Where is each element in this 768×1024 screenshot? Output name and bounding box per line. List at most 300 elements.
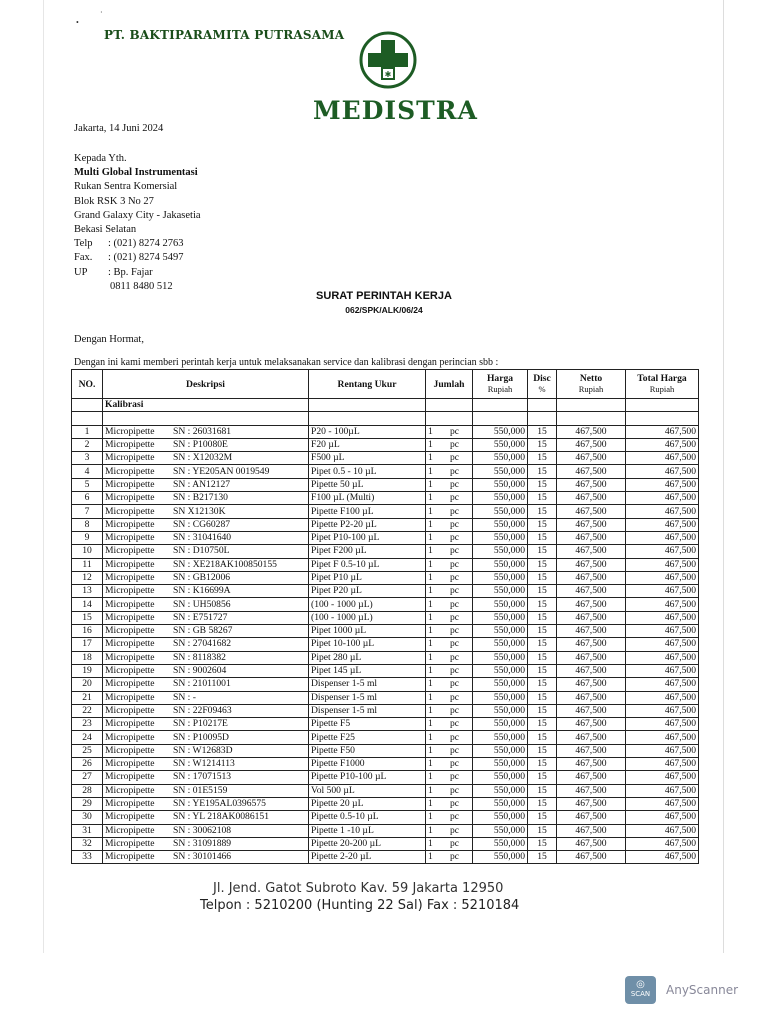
fax-value: : (021) 8274 5497: [108, 252, 184, 264]
row-item: Micropipette: [105, 425, 155, 437]
row-qty-value: 1: [428, 851, 433, 863]
medistra-cross-logo-icon: [359, 31, 417, 89]
row-description: [103, 465, 309, 478]
contact-phone: 0811 8480 512: [110, 280, 173, 292]
row-description: [103, 678, 309, 691]
row-serial: SN : X12032M: [173, 452, 233, 464]
row-qty-value: 1: [428, 824, 433, 836]
row-range: Pipette 1 -10 µL: [309, 824, 426, 837]
row-unit: pc: [450, 851, 460, 863]
row-serial: SN : D10750L: [173, 545, 230, 557]
row-disc: 15: [528, 797, 557, 810]
row-range: F100 µL (Multi): [309, 492, 426, 505]
row-netto: 467,500: [557, 664, 626, 677]
table-row: [72, 425, 699, 438]
row-total: 467,500: [626, 638, 699, 651]
table-row: [72, 704, 699, 717]
recipient-block: [74, 152, 201, 294]
row-range: Pipette F50: [309, 744, 426, 757]
row-item: Micropipette: [105, 518, 155, 530]
row-qty-value: 1: [428, 784, 433, 796]
footer-address: Jl. Jend. Gatot Subroto Kav. 59 Jakarta 12950: [210, 881, 506, 896]
row-item: Micropipette: [105, 851, 155, 863]
row-description: [103, 638, 309, 651]
address-line: Grand Galaxy City - Jakasetia: [74, 209, 201, 221]
table-row: [72, 797, 699, 810]
row-serial: SN : B217130: [173, 492, 228, 504]
row-unit: pc: [450, 771, 460, 783]
row-disc: 15: [528, 678, 557, 691]
row-description: [103, 771, 309, 784]
section-row: [72, 399, 699, 412]
row-netto: 467,500: [557, 625, 626, 638]
row-range: (100 - 1000 µL): [309, 598, 426, 611]
table-row: [72, 651, 699, 664]
row-serial: SN : YE205AN 0019549: [173, 465, 270, 477]
row-description: [103, 611, 309, 624]
telp-value: : (021) 8274 2763: [108, 238, 184, 250]
row-qty: [426, 505, 473, 518]
row-qty: [426, 518, 473, 531]
row-unit: pc: [450, 518, 460, 530]
row-range: Vol 500 µL: [309, 784, 426, 797]
row-no: 7: [72, 505, 103, 518]
row-range: Pipette 50 µL: [309, 478, 426, 491]
row-unit: pc: [450, 651, 460, 663]
header-qty: Jumlah: [426, 370, 473, 399]
row-no: 20: [72, 678, 103, 691]
row-netto: 467,500: [557, 797, 626, 810]
row-range: Pipette 20-200 µL: [309, 837, 426, 850]
row-qty-value: 1: [428, 744, 433, 756]
row-item: Micropipette: [105, 665, 155, 677]
row-serial: SN : YE195AL0396575: [173, 798, 266, 810]
row-total: 467,500: [626, 611, 699, 624]
row-netto: 467,500: [557, 837, 626, 850]
row-range: Pipette P10-100 µL: [309, 771, 426, 784]
row-qty-value: 1: [428, 545, 433, 557]
row-total: 467,500: [626, 518, 699, 531]
row-price: 550,000: [473, 664, 528, 677]
row-no: 33: [72, 851, 103, 864]
row-unit: pc: [450, 691, 460, 703]
row-unit: pc: [450, 638, 460, 650]
row-qty: [426, 558, 473, 571]
row-serial: SN : 8118382: [173, 651, 226, 663]
row-qty: [426, 545, 473, 558]
row-netto: 467,500: [557, 478, 626, 491]
row-item: Micropipette: [105, 452, 155, 464]
row-price: 550,000: [473, 492, 528, 505]
row-qty-value: 1: [428, 678, 433, 690]
row-unit: pc: [450, 611, 460, 623]
row-serial: SN : AN12127: [173, 478, 231, 490]
header-disc-label: Disc: [533, 373, 551, 384]
scan-speck: •: [76, 18, 79, 27]
row-netto: 467,500: [557, 811, 626, 824]
row-item: Micropipette: [105, 798, 155, 810]
row-range: Dispenser 1-5 ml: [309, 678, 426, 691]
row-disc: 15: [528, 438, 557, 451]
table-row: [72, 758, 699, 771]
row-description: [103, 452, 309, 465]
header-no: NO.: [72, 370, 103, 399]
table-row: [72, 492, 699, 505]
row-description: [103, 691, 309, 704]
row-total: 467,500: [626, 731, 699, 744]
row-item: Micropipette: [105, 505, 155, 517]
row-range: Pipette P2-20 µL: [309, 518, 426, 531]
row-item: Micropipette: [105, 824, 155, 836]
row-netto: 467,500: [557, 731, 626, 744]
table-row: [72, 611, 699, 624]
row-disc: 15: [528, 758, 557, 771]
row-qty: [426, 598, 473, 611]
row-total: 467,500: [626, 744, 699, 757]
row-price: 550,000: [473, 425, 528, 438]
row-description: [103, 704, 309, 717]
row-serial: SN : XE218AK100850155: [173, 558, 277, 570]
row-qty-value: 1: [428, 452, 433, 464]
row-item: Micropipette: [105, 704, 155, 716]
row-range: Pipet F 0.5-10 µL: [309, 558, 426, 571]
row-description: [103, 585, 309, 598]
row-total: 467,500: [626, 571, 699, 584]
row-disc: 15: [528, 452, 557, 465]
table-row: [72, 731, 699, 744]
row-no: 31: [72, 824, 103, 837]
row-disc: 15: [528, 824, 557, 837]
row-serial: SN : 31041640: [173, 532, 232, 544]
row-range: Pipette 20 µL: [309, 797, 426, 810]
row-no: 29: [72, 797, 103, 810]
table-row: [72, 545, 699, 558]
row-unit: pc: [450, 598, 460, 610]
row-disc: 15: [528, 585, 557, 598]
row-serial: SN : 31091889: [173, 837, 232, 849]
row-qty-value: 1: [428, 718, 433, 730]
row-qty: [426, 425, 473, 438]
row-no: 28: [72, 784, 103, 797]
row-qty-value: 1: [428, 532, 433, 544]
table-row: [72, 558, 699, 571]
row-qty: [426, 492, 473, 505]
work-order-table: [71, 369, 699, 864]
row-qty: [426, 678, 473, 691]
row-total: 467,500: [626, 425, 699, 438]
row-serial: SN : W1214113: [173, 758, 235, 770]
header-netto-sub: Rupiah: [578, 384, 604, 394]
row-no: 27: [72, 771, 103, 784]
row-unit: pc: [450, 465, 460, 477]
row-range: Pipet 145 µL: [309, 664, 426, 677]
up-value: : Bp. Fajar: [108, 266, 153, 278]
row-qty-value: 1: [428, 704, 433, 716]
document-reference: 062/SPK/ALK/06/24: [345, 305, 423, 315]
row-item: Micropipette: [105, 678, 155, 690]
row-price: 550,000: [473, 704, 528, 717]
letter-date: Jakarta, 14 Juni 2024: [74, 123, 164, 134]
row-qty: [426, 571, 473, 584]
row-unit: pc: [450, 585, 460, 597]
row-total: 467,500: [626, 811, 699, 824]
row-qty-value: 1: [428, 492, 433, 504]
row-total: 467,500: [626, 438, 699, 451]
row-serial: SN : P10217E: [173, 718, 228, 730]
row-item: Micropipette: [105, 638, 155, 650]
row-qty-value: 1: [428, 771, 433, 783]
row-price: 550,000: [473, 851, 528, 864]
row-total: 467,500: [626, 797, 699, 810]
table-row: [72, 771, 699, 784]
row-serial: SN : P10095D: [173, 731, 229, 743]
row-description: [103, 558, 309, 571]
row-netto: 467,500: [557, 545, 626, 558]
row-no: 30: [72, 811, 103, 824]
row-description: [103, 425, 309, 438]
row-no: 13: [72, 585, 103, 598]
row-item: Micropipette: [105, 718, 155, 730]
row-serial: SN : UH50856: [173, 598, 231, 610]
header-price-label: Harga: [486, 373, 514, 384]
row-total: 467,500: [626, 784, 699, 797]
header-netto-label: Netto: [579, 373, 603, 384]
row-qty-value: 1: [428, 585, 433, 597]
row-price: 550,000: [473, 545, 528, 558]
row-netto: 467,500: [557, 771, 626, 784]
row-item: Micropipette: [105, 731, 155, 743]
row-price: 550,000: [473, 478, 528, 491]
footer-phone: Telpon : 5210200 (Hunting 22 Sal) Fax : 5210184: [200, 898, 520, 913]
row-qty-value: 1: [428, 665, 433, 677]
row-serial: SN : 17071513: [173, 771, 232, 783]
row-price: 550,000: [473, 611, 528, 624]
row-range: Pipette F1000: [309, 758, 426, 771]
row-description: [103, 651, 309, 664]
row-description: [103, 478, 309, 491]
row-netto: 467,500: [557, 651, 626, 664]
row-netto: 467,500: [557, 505, 626, 518]
row-range: Pipet P10 µL: [309, 571, 426, 584]
row-description: [103, 824, 309, 837]
row-qty-value: 1: [428, 758, 433, 770]
row-qty: [426, 797, 473, 810]
row-price: 550,000: [473, 771, 528, 784]
telp-label: Telp: [74, 238, 93, 250]
row-qty-value: 1: [428, 598, 433, 610]
row-price: 550,000: [473, 731, 528, 744]
row-price: 550,000: [473, 571, 528, 584]
row-serial: SN : K16699A: [173, 585, 231, 597]
row-price: 550,000: [473, 744, 528, 757]
row-item: Micropipette: [105, 784, 155, 796]
row-range: Pipet F200 µL: [309, 545, 426, 558]
row-range: Pipet P20 µL: [309, 585, 426, 598]
row-qty-value: 1: [428, 572, 433, 583]
scanner-app-name: AnyScanner: [666, 983, 739, 997]
row-netto: 467,500: [557, 611, 626, 624]
row-no: 21: [72, 691, 103, 704]
svg-text:✱: ✱: [384, 70, 392, 79]
row-qty: [426, 704, 473, 717]
row-unit: pc: [450, 784, 460, 796]
row-qty: [426, 718, 473, 731]
row-no: 23: [72, 718, 103, 731]
row-netto: 467,500: [557, 558, 626, 571]
row-item: Micropipette: [105, 545, 155, 557]
row-netto: 467,500: [557, 585, 626, 598]
row-price: 550,000: [473, 837, 528, 850]
row-range: Pipet 10-100 µL: [309, 638, 426, 651]
header-disc-sub: %: [538, 384, 546, 394]
row-price: 550,000: [473, 691, 528, 704]
row-no: 25: [72, 744, 103, 757]
header-price-sub: Rupiah: [487, 384, 513, 394]
table-header-row: [72, 370, 699, 399]
address-line: Blok RSK 3 No 27: [74, 195, 154, 207]
table-row: [72, 438, 699, 451]
row-no: 12: [72, 571, 103, 584]
row-no: 2: [72, 438, 103, 451]
row-description: [103, 664, 309, 677]
row-serial: SN : 30062108: [173, 824, 232, 836]
row-disc: 15: [528, 425, 557, 438]
company-name: PT. BAKTIPARAMITA PUTRASAMA: [104, 28, 345, 42]
row-total: 467,500: [626, 651, 699, 664]
row-unit: pc: [450, 505, 460, 517]
row-qty: [426, 465, 473, 478]
table-row: [72, 784, 699, 797]
row-netto: 467,500: [557, 465, 626, 478]
table-row: [72, 465, 699, 478]
row-disc: 15: [528, 744, 557, 757]
row-description: [103, 851, 309, 864]
row-serial: SN : CG60287: [173, 518, 231, 530]
row-no: 17: [72, 638, 103, 651]
row-range: Pipette F25: [309, 731, 426, 744]
row-qty-value: 1: [428, 439, 433, 451]
row-serial: SN X12130K: [173, 505, 226, 517]
row-price: 550,000: [473, 465, 528, 478]
camera-icon: ◎: [636, 979, 645, 990]
row-item: Micropipette: [105, 744, 155, 756]
row-price: 550,000: [473, 651, 528, 664]
row-total: 467,500: [626, 585, 699, 598]
table-row: [72, 505, 699, 518]
row-unit: pc: [450, 837, 460, 849]
row-qty: [426, 478, 473, 491]
row-qty: [426, 664, 473, 677]
row-total: 467,500: [626, 531, 699, 544]
row-item: Micropipette: [105, 771, 155, 783]
row-disc: 15: [528, 691, 557, 704]
table-row: [72, 585, 699, 598]
row-qty: [426, 638, 473, 651]
row-disc: 15: [528, 611, 557, 624]
table-row: [72, 452, 699, 465]
row-total: 467,500: [626, 824, 699, 837]
table-row: [72, 638, 699, 651]
header-range: Rentang Ukur: [309, 370, 426, 399]
fax-line: [74, 251, 201, 265]
row-disc: 15: [528, 704, 557, 717]
row-serial: SN : 26031681: [173, 425, 232, 437]
row-netto: 467,500: [557, 744, 626, 757]
row-item: Micropipette: [105, 811, 155, 823]
row-price: 550,000: [473, 505, 528, 518]
row-qty: [426, 452, 473, 465]
row-no: 11: [72, 558, 103, 571]
row-total: 467,500: [626, 664, 699, 677]
row-item: Micropipette: [105, 492, 155, 504]
row-price: 550,000: [473, 758, 528, 771]
fax-label: Fax.: [74, 252, 93, 264]
row-price: 550,000: [473, 638, 528, 651]
row-item: Micropipette: [105, 465, 155, 477]
row-total: 467,500: [626, 598, 699, 611]
row-no: 3: [72, 452, 103, 465]
greeting: Dengan Hormat,: [74, 334, 144, 345]
row-total: 467,500: [626, 625, 699, 638]
row-range: Dispenser 1-5 ml: [309, 691, 426, 704]
row-qty-value: 1: [428, 611, 433, 623]
row-netto: 467,500: [557, 691, 626, 704]
row-description: [103, 731, 309, 744]
row-description: [103, 545, 309, 558]
row-item: Micropipette: [105, 598, 155, 610]
row-disc: 15: [528, 718, 557, 731]
row-price: 550,000: [473, 718, 528, 731]
row-unit: pc: [450, 439, 460, 451]
row-no: 16: [72, 625, 103, 638]
row-price: 550,000: [473, 518, 528, 531]
row-qty-value: 1: [428, 811, 433, 823]
row-serial: SN : 21011001: [173, 678, 231, 690]
row-total: 467,500: [626, 478, 699, 491]
row-total: 467,500: [626, 452, 699, 465]
row-disc: 15: [528, 784, 557, 797]
row-disc: 15: [528, 638, 557, 651]
row-description: [103, 784, 309, 797]
row-range: Pipette F5: [309, 718, 426, 731]
row-total: 467,500: [626, 678, 699, 691]
row-description: [103, 625, 309, 638]
row-range: (100 - 1000 µL): [309, 611, 426, 624]
row-range: Pipet 0.5 - 10 µL: [309, 465, 426, 478]
row-disc: 15: [528, 531, 557, 544]
row-description: [103, 758, 309, 771]
scanner-badge-label: SCAN: [630, 990, 651, 998]
row-qty-value: 1: [428, 691, 433, 703]
up-line: [74, 266, 201, 280]
row-price: 550,000: [473, 438, 528, 451]
row-no: 32: [72, 837, 103, 850]
row-disc: 15: [528, 571, 557, 584]
row-netto: 467,500: [557, 824, 626, 837]
row-description: [103, 571, 309, 584]
row-qty: [426, 611, 473, 624]
row-qty-value: 1: [428, 558, 433, 570]
row-unit: pc: [450, 558, 460, 570]
header-total: [626, 370, 699, 399]
row-serial: SN : 22F09463: [173, 704, 232, 716]
row-total: 467,500: [626, 545, 699, 558]
row-unit: pc: [450, 824, 460, 836]
table-row: [72, 625, 699, 638]
row-item: Micropipette: [105, 439, 155, 451]
row-no: 14: [72, 598, 103, 611]
brand-name: MEDISTRA: [313, 96, 478, 125]
